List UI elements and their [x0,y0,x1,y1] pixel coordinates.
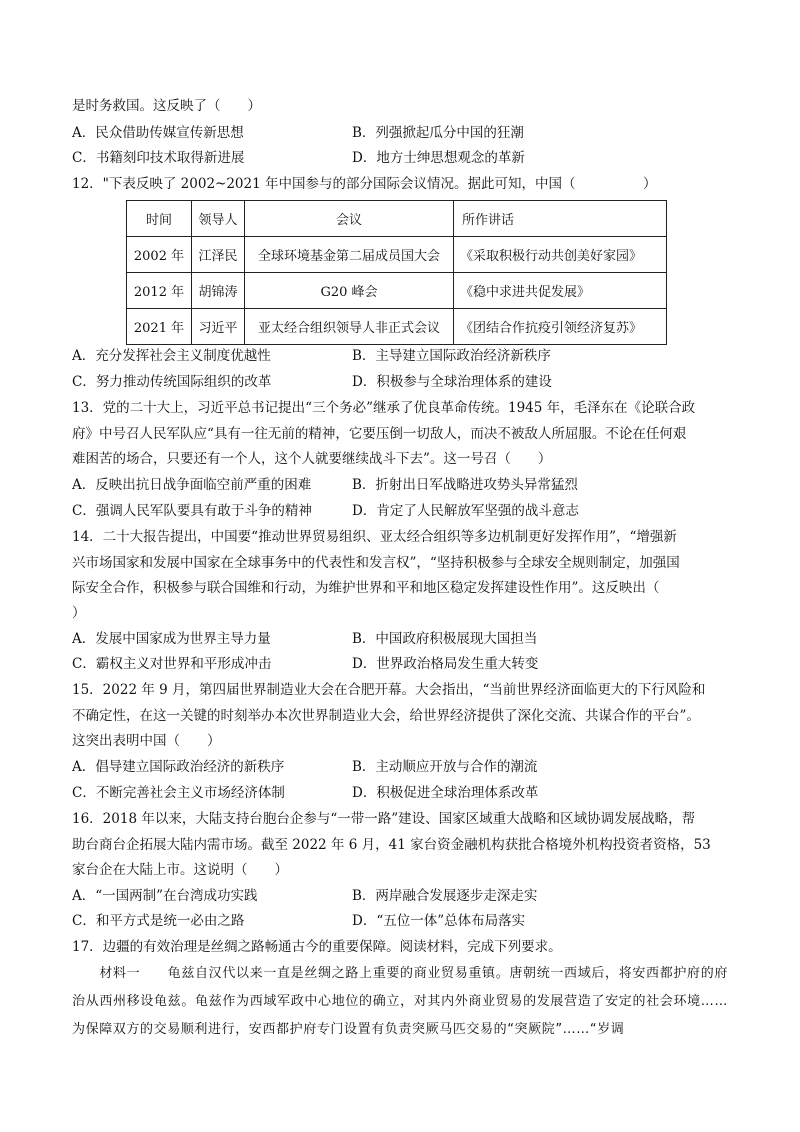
question-14-line-4: ） [72,605,86,621]
table-header-cell: 时间 [127,201,192,237]
question-13-line-3: 难困苦的场合，只要还有一个人，这个人就要继续战斗下去”。这一号召（ ） [72,451,552,467]
q14-option-d[interactable]: D．世界政治格局发生重大转变 [352,656,539,672]
question-15-line-3: 这突出表明中国（ ） [72,733,221,749]
table-cell: 全球环境基金第二届成员国大会 [245,237,454,273]
question-16-line-3: 家台企在大陆上市。这说明（ ） [72,862,288,878]
q13-option-c[interactable]: C．强调人民军队要具有敢于斗争的精神 [72,503,312,519]
table-header-row [127,201,667,237]
table-cell: G20 峰会 [245,273,454,309]
q11-option-c[interactable]: C．书籍刻印技术取得新进展 [72,150,245,166]
table-cell: 胡锦涛 [192,273,245,309]
table-cell: 亚太经合组织领导人非正式会议 [245,309,454,345]
q13-option-a[interactable]: A．反映出抗日战争面临空前严重的困难 [72,477,312,493]
question-16-line-1: 16．2018 年以来，大陆支持台胞台企参与“一带一路”建设、国家区域重大战略和区域协调发展战略，帮 [72,811,696,827]
q13-option-d[interactable]: D．肯定了人民解放军坚强的战斗意志 [352,503,579,519]
q14-option-c[interactable]: C．霸权主义对世界和平形成冲击 [72,656,272,672]
table-cell: 2002 年 [127,237,192,273]
q14-option-a[interactable]: A．发展中国家成为世界主导力量 [72,631,271,647]
q12-option-a[interactable]: A．充分发挥社会主义制度优越性 [72,348,271,364]
conference-table [126,200,667,345]
table-cell: 《采取积极行动共创美好家园》 [454,237,667,273]
q16-option-a[interactable]: A．“一国两制”在台湾成功实践 [72,888,258,904]
q15-option-b[interactable]: B．主动顺应开放与合作的潮流 [352,759,538,775]
q15-option-a[interactable]: A．倡导建立国际政治经济的新秩序 [72,759,285,775]
question-15-line-2: 不确定性，在这一关键的时刻举办本次世界制造业大会，给世界经济提供了深化交流、共谋合作的平台”。 [72,708,700,724]
question-15-line-1: 15．2022 年 9 月，第四届世界制造业大会在合肥开幕。大会指出，“当前世界经济面临更大的下行风险和 [72,682,706,698]
q11-option-b[interactable]: B．列强掀起瓜分中国的狂潮 [352,125,524,141]
question-13-line-1: 13．党的二十大上，习近平总书记提出“三个务必”继承了优良革命传统。1945 年，毛泽东在《论联合政 [72,400,696,416]
table-cell: 习近平 [192,309,245,345]
q12-option-b[interactable]: B．主导建立国际政治经济新秩序 [352,348,551,364]
question-14-line-2: 兴市场国家和发展中国家在全球事务中的代表性和发言权”，“坚持积极参与全球安全规则制定，加强国 [72,555,680,571]
question-16-line-2: 助台商台企拓展大陆内需市场。截至 2022 年 6 月，41 家台资金融机构获批合格境外机构投资者资格，53 [72,837,711,853]
question-11-stem-tail: 是时务救国。这反映了（ ） [72,98,261,114]
material-one-paragraph: 材料一 龟兹自汉代以来一直是丝绸之路上重要的商业贸易重镇。唐朝统一西域后，将安西都护府的府治从西州移设龟兹。龟兹作为西域军政中心地位的确立，对其内外商业贸易的发展营造了安定的社会环境……为保障双方的交易顺利进行，安西都护府专门设置有负责突厥马匹交易的“突厥院”……“岁调 [72,966,728,1037]
table-cell: 《稳中求进共促发展》 [454,273,667,309]
table-row [127,237,667,273]
table-cell: 《团结合作抗疫引领经济复苏》 [454,309,667,345]
q15-option-d[interactable]: D．积极促进全球治理体系改革 [352,785,539,801]
q16-option-b[interactable]: B．两岸融合发展逐步走深走实 [352,888,538,904]
table-row [127,273,667,309]
table-header-cell: 领导人 [192,201,245,237]
question-13-line-2: 府》中号召人民军队应“具有一往无前的精神，它要压倒一切敌人，而决不被敌人所屈服。不论在任何艰 [72,426,687,442]
q14-option-b[interactable]: B．中国政府积极展现大国担当 [352,631,538,647]
table-header-cell: 所作讲话 [454,201,667,237]
table-header-cell: 会议 [245,201,454,237]
table-cell: 2012 年 [127,273,192,309]
q11-option-d[interactable]: D．地方士绅思想观念的革新 [352,150,525,166]
table-row [127,309,667,345]
question-14-line-3: 际安全合作，积极参与联合国维和行动，为维护世界和平和地区稳定发挥建设性作用”。这反映出（ [72,580,660,596]
q11-option-a[interactable]: A．民众借助传媒宣传新思想 [72,125,244,141]
q16-option-c[interactable]: C．和平方式是统一必由之路 [72,913,245,929]
question-14-line-1: 14．二十大报告提出，中国要“推动世界贸易组织、亚太经合组织等多边机制更好发挥作用”，“增强新 [72,529,677,545]
question-12-stem: 12．"下表反映了 2002~2021 年中国参与的部分国际会议情况。据此可知，中国（ ） [72,176,657,192]
question-17-stem: 17．边疆的有效治理是丝绸之路畅通古今的重要保障。阅读材料，完成下列要求。 [72,939,562,955]
q13-option-b[interactable]: B．折射出日军战略进攻势头异常猛烈 [352,477,578,493]
q15-option-c[interactable]: C．不断完善社会主义市场经济体制 [72,785,285,801]
table-cell: 2021 年 [127,309,192,345]
q12-option-c[interactable]: C．努力推动传统国际组织的改革 [72,374,272,390]
q12-option-d[interactable]: D．积极参与全球治理体系的建设 [352,374,552,390]
table-cell: 江泽民 [192,237,245,273]
q16-option-d[interactable]: D．“五位一体”总体布局落实 [352,913,526,929]
